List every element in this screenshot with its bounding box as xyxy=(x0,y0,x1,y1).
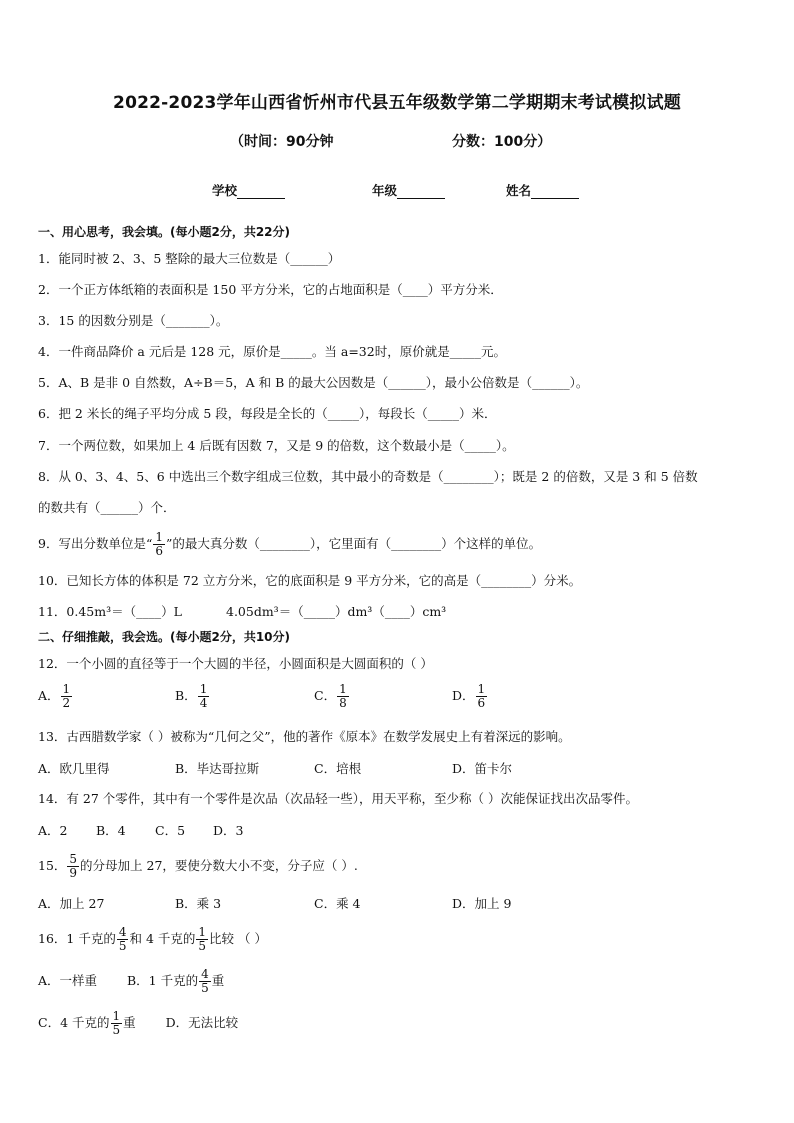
q12-b-num: 1 xyxy=(199,682,208,696)
q12-d-fraction xyxy=(476,683,488,710)
q12-d-label: D． xyxy=(452,688,475,703)
q12-b-den: 4 xyxy=(199,696,208,710)
q14-option-d: D．3 xyxy=(213,823,244,838)
q16-c-fraction xyxy=(111,1010,123,1037)
question-2: 2．一个正方体纸箱的表面积是 150 平方分米，它的占地面积是（____）平方分米． xyxy=(38,282,503,297)
q15-text-pre: 15． xyxy=(38,858,67,873)
q13-option-b: B．毕达哥拉斯 xyxy=(175,761,260,776)
question-11a: 11．0.45m³＝（____）L xyxy=(38,604,182,619)
q13-option-a: A．欧几里得 xyxy=(38,761,110,776)
q16-b-den: 5 xyxy=(201,981,209,995)
q12-option-c xyxy=(314,683,350,710)
section2-heading: 二、仔细推敲，我会选。(每小题2分，共10分) xyxy=(38,630,291,644)
question-13: 13．古西腊数学家（ ）被称为“几何之父”，他的著作《原本》在数学发展史上有着深远的影响。 xyxy=(38,729,571,744)
q12-c-fraction xyxy=(337,683,349,710)
q12-a-fraction xyxy=(61,683,73,710)
q9-text-post: ”的最大真分数（________），它里面有（________）个这样的单位。 xyxy=(165,536,542,551)
q12-a-label: A． xyxy=(38,688,60,703)
grade-label: 年级 xyxy=(372,183,398,198)
q15-frac-num: 5 xyxy=(69,852,78,866)
q16-option-a: A．一样重 xyxy=(38,973,98,988)
q16-f1-den: 5 xyxy=(118,939,127,953)
q16-c-num: 1 xyxy=(112,1009,121,1023)
q16-b-text-pre: B．1 千克的 xyxy=(127,973,199,988)
q16-c-den: 5 xyxy=(112,1023,121,1037)
exam-time: （时间：90分钟 xyxy=(230,134,334,150)
q16-option-c xyxy=(38,1009,136,1037)
q16-fraction-1 xyxy=(117,926,129,953)
q12-option-a xyxy=(38,683,73,710)
q12-b-fraction xyxy=(198,683,210,710)
question-1: 1．能同时被 2、3、5 整除的最大三位数是（______） xyxy=(38,251,341,266)
question-6: 6．把 2 米长的绳子平均分成 5 段，每段是全长的（_____），每段长（_____）米． xyxy=(38,406,497,421)
q16-b-text-post: 重 xyxy=(211,973,225,988)
q16-options-row2 xyxy=(38,1006,238,1040)
question-16 xyxy=(38,922,267,956)
name-label: 姓名 xyxy=(506,183,532,198)
question-3: 3．15 的因数分别是（_______）。 xyxy=(38,313,229,328)
question-7: 7．一个两位数，如果加上 4 后既有因数 7，又是 9 的倍数，这个数最小是（_____）。 xyxy=(38,438,515,453)
q15-frac-den: 9 xyxy=(69,866,78,880)
section1-heading: 一、用心思考，我会填。(每小题2分，共22分) xyxy=(38,225,291,239)
q16-b-fraction xyxy=(199,968,211,995)
q16-option-d: D．无法比较 xyxy=(165,1015,239,1030)
school-field xyxy=(212,181,285,199)
q15-text-post: 的分母加上 27，要使分数大小不变，分子应（ ）. xyxy=(80,858,358,873)
question-10: 10．已知长方体的体积是 72 立方分米，它的底面积是 9 平方分米，它的高是（________）分米。 xyxy=(38,573,582,588)
q13-option-c: C．培根 xyxy=(314,761,362,776)
school-blank xyxy=(237,184,285,199)
q14-option-a: A．2 xyxy=(38,823,68,838)
q16-f1-num: 4 xyxy=(118,925,127,939)
q16-fraction-2 xyxy=(196,926,208,953)
q16-f2-den: 5 xyxy=(198,939,207,953)
q16-c-text-pre: C．4 千克的 xyxy=(38,1015,110,1030)
question-14: 14．有 27 个零件，其中有一个零件是次品（次品轻一些），用天平称，至少称（ ）次能保证找出次品零件。 xyxy=(38,791,638,806)
q14-option-b: B．4 xyxy=(96,823,126,838)
exam-score: 分数：100分） xyxy=(452,134,552,150)
q9-frac-den: 6 xyxy=(155,544,163,558)
q16-c-text-post: 重 xyxy=(123,1015,136,1030)
question-12: 12．一个小圆的直径等于一个大圆的半径，小圆面积是大圆面积的（ ） xyxy=(38,656,433,671)
question-11b: 4.05dm³＝（_____）dm³（____）cm³ xyxy=(226,604,447,619)
q12-d-num: 1 xyxy=(477,682,486,696)
school-label: 学校 xyxy=(212,183,238,198)
question-8-line1: 8．从 0、3、4、5、6 中选出三个数字组成三位数，其中最小的奇数是（________）；既是 2 的倍数，又是 3 和 5 倍数 xyxy=(38,469,698,484)
q12-d-den: 6 xyxy=(477,696,486,710)
q12-a-den: 2 xyxy=(62,696,71,710)
q15-fraction xyxy=(67,853,79,880)
grade-blank xyxy=(397,184,445,199)
q12-a-num: 1 xyxy=(62,682,71,696)
q16-text-pre: 16．1 千克的 xyxy=(38,931,116,946)
q12-option-b xyxy=(175,683,210,710)
q12-c-label: C． xyxy=(314,688,337,703)
grade-field xyxy=(372,181,445,199)
question-9 xyxy=(38,527,541,561)
page-title: 2022-2023学年山西省忻州市代县五年级数学第二学期期末考试模拟试题 xyxy=(113,93,681,113)
q12-option-d xyxy=(452,683,488,710)
question-5: 5．A、B 是非 0 自然数，A÷B＝5，A 和 B 的最大公因数是（______），最小公倍数是（______）。 xyxy=(38,375,589,390)
q16-options-row1 xyxy=(38,964,224,998)
q16-text-post: 比较 （ ） xyxy=(209,931,267,946)
q16-b-num: 4 xyxy=(201,967,209,981)
name-blank xyxy=(531,184,579,199)
name-field xyxy=(506,181,579,199)
q9-text-pre: 9．写出分数单位是“ xyxy=(38,536,153,551)
q15-option-b: B．乘 3 xyxy=(175,896,222,911)
question-4: 4．一件商品降价 a 元后是 128 元，原价是_____。当 a=32时，原价就是_____元。 xyxy=(38,344,506,359)
q9-frac-num: 1 xyxy=(155,530,163,544)
q12-b-label: B． xyxy=(175,688,197,703)
q16-option-b xyxy=(127,967,225,995)
q9-fraction xyxy=(153,531,165,558)
q15-option-c: C．乘 4 xyxy=(314,896,361,911)
q15-option-a: A．加上 27 xyxy=(38,896,105,911)
q13-option-d: D．笛卡尔 xyxy=(452,761,513,776)
question-8-line2: 的数共有（______）个． xyxy=(38,500,176,515)
q14-option-c: C．5 xyxy=(155,823,186,838)
q12-c-num: 1 xyxy=(339,682,347,696)
question-15 xyxy=(38,849,358,883)
q16-f2-num: 1 xyxy=(198,925,207,939)
q12-c-den: 8 xyxy=(339,696,347,710)
q15-option-d: D．加上 9 xyxy=(452,896,512,911)
q16-text-mid: 和 4 千克的 xyxy=(129,931,196,946)
